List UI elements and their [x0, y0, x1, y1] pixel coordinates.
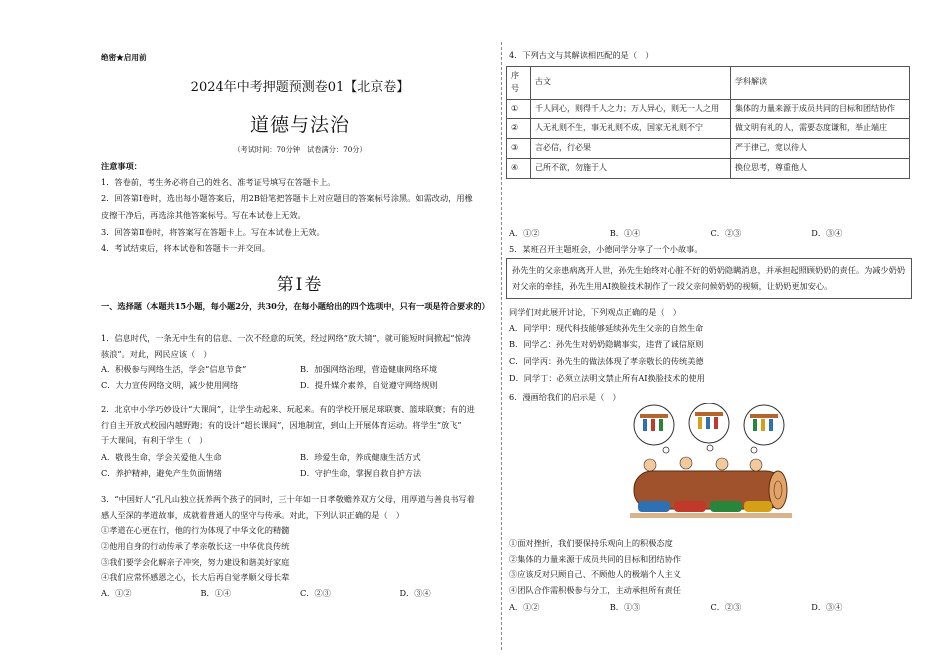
question-stem: 骇浪”。对此，网民应该（ ）	[101, 348, 212, 359]
notes	[101, 161, 499, 254]
note-item: 皮擦干净后，再选涂其他答案标号。写在本试卷上无效。	[101, 209, 306, 220]
question-3	[101, 494, 499, 599]
table-row	[507, 99, 910, 119]
table-header-row	[507, 67, 910, 100]
question-4-stem: 4．下列古文与其解读相匹配的是（ ）	[509, 50, 654, 60]
option-a[interactable]: A．①②	[101, 587, 132, 598]
option-d[interactable]: D．③④	[399, 587, 431, 598]
statement: ①孝道在心更在行，他的行为体现了中华文化的精髓	[101, 525, 290, 536]
option-d[interactable]: D．③④	[811, 601, 843, 612]
option-d[interactable]: D．③④	[811, 228, 843, 238]
table-cell: 做文明有礼的人，需要态度谦和，举止端庄	[731, 119, 910, 139]
option-b[interactable]: B．①④	[200, 587, 232, 598]
question-stem: 感人至深的孝道故事，成就着普通人的坚守与传承。对此，下列认识正确的是（ ）	[101, 509, 404, 520]
section-intro: 一、选择题（本题共15小题，每小题2分，共30分，在每小题给出的四个选项中，只有一项是符合要求的）	[101, 301, 490, 311]
table-cell: 己所不欲，勿施于人	[531, 158, 731, 178]
cartoon-illustration	[626, 403, 796, 528]
statement: ③我们要学会化解亲子冲突，努力建设和谐美好家庭	[101, 556, 290, 567]
question-stem: 同学们对此展开讨论，下列观点正确的是（ ）	[509, 307, 681, 317]
table-cell: 换位思考，尊重他人	[731, 158, 910, 178]
column-divider	[501, 42, 502, 650]
option-c[interactable]: C．②③	[300, 587, 331, 598]
statement: ②集体的力量来源于成员共同的目标和团结协作	[509, 553, 681, 564]
table-cell: 千人同心，则得千人之力；万人异心，则无一人之用	[531, 99, 731, 119]
section-title: 第Ⅰ卷	[276, 275, 324, 295]
note-item: 1．答卷前，考生务必将自己的姓名、准考证号填写在答题卡上。	[101, 176, 336, 187]
exam-info: （考试时间：70分钟 试卷满分：70分）	[233, 145, 367, 154]
table-cell: 言必信，行必果	[531, 139, 731, 159]
option-b[interactable]: B．同学乙：孙先生对奶奶隐瞒事实，违背了诚信原则	[509, 339, 704, 350]
option-b[interactable]: B．珍爱生命，养成健康生活方式	[300, 451, 421, 462]
option-d[interactable]: D．提升媒介素养，自觉遵守网络规则	[300, 379, 438, 390]
question-5	[509, 307, 912, 383]
note-item: 3．回答第Ⅱ卷时，将答案写在答题卡上。写在本试卷上无效。	[101, 226, 325, 237]
table-header-cell: 古文	[531, 67, 731, 100]
question-1	[101, 333, 499, 391]
option-c[interactable]: C．同学丙：孙先生的做法体现了孝亲敬长的传统美德	[509, 355, 704, 366]
option-a[interactable]: A．敬畏生命，学会关爱他人生命	[101, 451, 222, 462]
table-cell: 严于律己，宽以待人	[731, 139, 910, 159]
secret-label: 绝密★启用前	[101, 53, 147, 62]
question-stem: 1．信息时代，一条无中生有的信息、一次不经意的玩笑，经过网络“放大镜”，就可能短时间掀起“惊涛	[101, 333, 471, 343]
question-5-stem: 5．某班召开主题班会，小德同学分享了一个小故事。	[509, 244, 703, 254]
table-cell: 集体的力量来源于成员共同的目标和团结协作	[731, 99, 910, 119]
question-stem: 2．北京中小学巧妙设计“大课间”，让学生动起来、玩起来。有的学校开展足球联赛、篮球联赛；有的进	[101, 404, 475, 414]
option-b[interactable]: B．①④	[609, 228, 641, 238]
table-row	[507, 158, 910, 178]
table-cell: ③	[507, 139, 531, 159]
statement: ④我们应常怀感恩之心，长大后再自觉孝顺父母长辈	[101, 572, 290, 583]
note-item: 4．考试结束后，将本试卷和答题卡一并交回。	[101, 243, 270, 254]
table-header-cell: 序号	[507, 67, 531, 100]
exam-title: 2024年中考押题预测卷01【北京卷】	[190, 80, 410, 95]
question-5-story: 孙先生的父亲患病离开人世，孙先生始终对心脏不好的奶奶隐瞒消息，并承担起照顾奶奶的责任。为减少奶奶对父亲的牵挂，孙先生用AI换脸技术制作了一段父亲问候奶奶的视频，让奶奶更加安心。	[506, 258, 912, 299]
question-4-table	[506, 66, 910, 179]
option-a[interactable]: A．①②	[509, 228, 540, 238]
table-row	[507, 119, 910, 139]
option-b[interactable]: B．加强网络治理，营造健康网络环境	[300, 364, 438, 375]
question-stem: 行自主开放式校园内越野跑；有的设计“超长课间”，因地制宜，到山上开展体育运动。将学生“放飞”	[101, 419, 462, 430]
option-a[interactable]: A．①②	[509, 601, 540, 612]
table-cell: 人无礼则不生，事无礼则不成，国家无礼则不宁	[531, 119, 731, 139]
statement: ④团队合作需积极参与分工，主动承担所有责任	[509, 584, 681, 595]
question-2	[101, 404, 499, 478]
table-cell: ②	[507, 119, 531, 139]
option-c[interactable]: C．养护精神，避免产生负面情绪	[101, 467, 222, 478]
option-c[interactable]: C．②③	[710, 601, 742, 612]
option-b[interactable]: B．①③	[609, 601, 641, 612]
statement: ③应该反对只顾自己、不顾他人的极端个人主义	[509, 569, 681, 580]
table-row	[507, 139, 910, 159]
question-stem: 3．“中国好人”孔凡山独立抚养两个孩子的同时，三十年如一日孝敬赡养双方父母，用厚道与善良书写着	[101, 494, 475, 504]
statement: ①面对挫折，我们要保持乐观向上的积极态度	[509, 538, 673, 548]
question-6-stem: 6．漫画给我们的启示是（ ）	[509, 392, 621, 402]
question-stem: 于大课间，有利于学生（ ）	[101, 435, 208, 446]
note-item: 2．回答第Ⅰ卷时，选出每小题答案后，用2B铅笔把答题卡上对应题目的答案标号涂黑。如需改动，用橡	[101, 193, 473, 204]
option-c[interactable]: C．②③	[710, 228, 742, 238]
option-a[interactable]: A．积极参与网络生活，学会“信息节食”	[101, 364, 247, 375]
option-d[interactable]: D．同学丁：必须立法明文禁止所有AI换脸技术的使用	[509, 372, 705, 383]
table-cell: ④	[507, 158, 531, 178]
question-4-options	[509, 228, 912, 239]
option-a[interactable]: A．同学甲：现代科技能够延续孙先生父亲的自然生命	[509, 322, 704, 333]
option-c[interactable]: C．大力宣传网络文明，减少使用网络	[101, 379, 239, 390]
notes-heading: 注意事项：	[101, 161, 142, 171]
option-d[interactable]: D．守护生命，掌握自救自护方法	[300, 467, 422, 478]
question-6	[509, 538, 912, 612]
table-header-cell: 学科解读	[731, 67, 910, 100]
table-cell: ①	[507, 99, 531, 119]
subject-title: 道德与法治	[249, 114, 350, 136]
statement: ②他用自身的行动传承了孝亲敬长这一中华优良传统	[101, 540, 290, 551]
